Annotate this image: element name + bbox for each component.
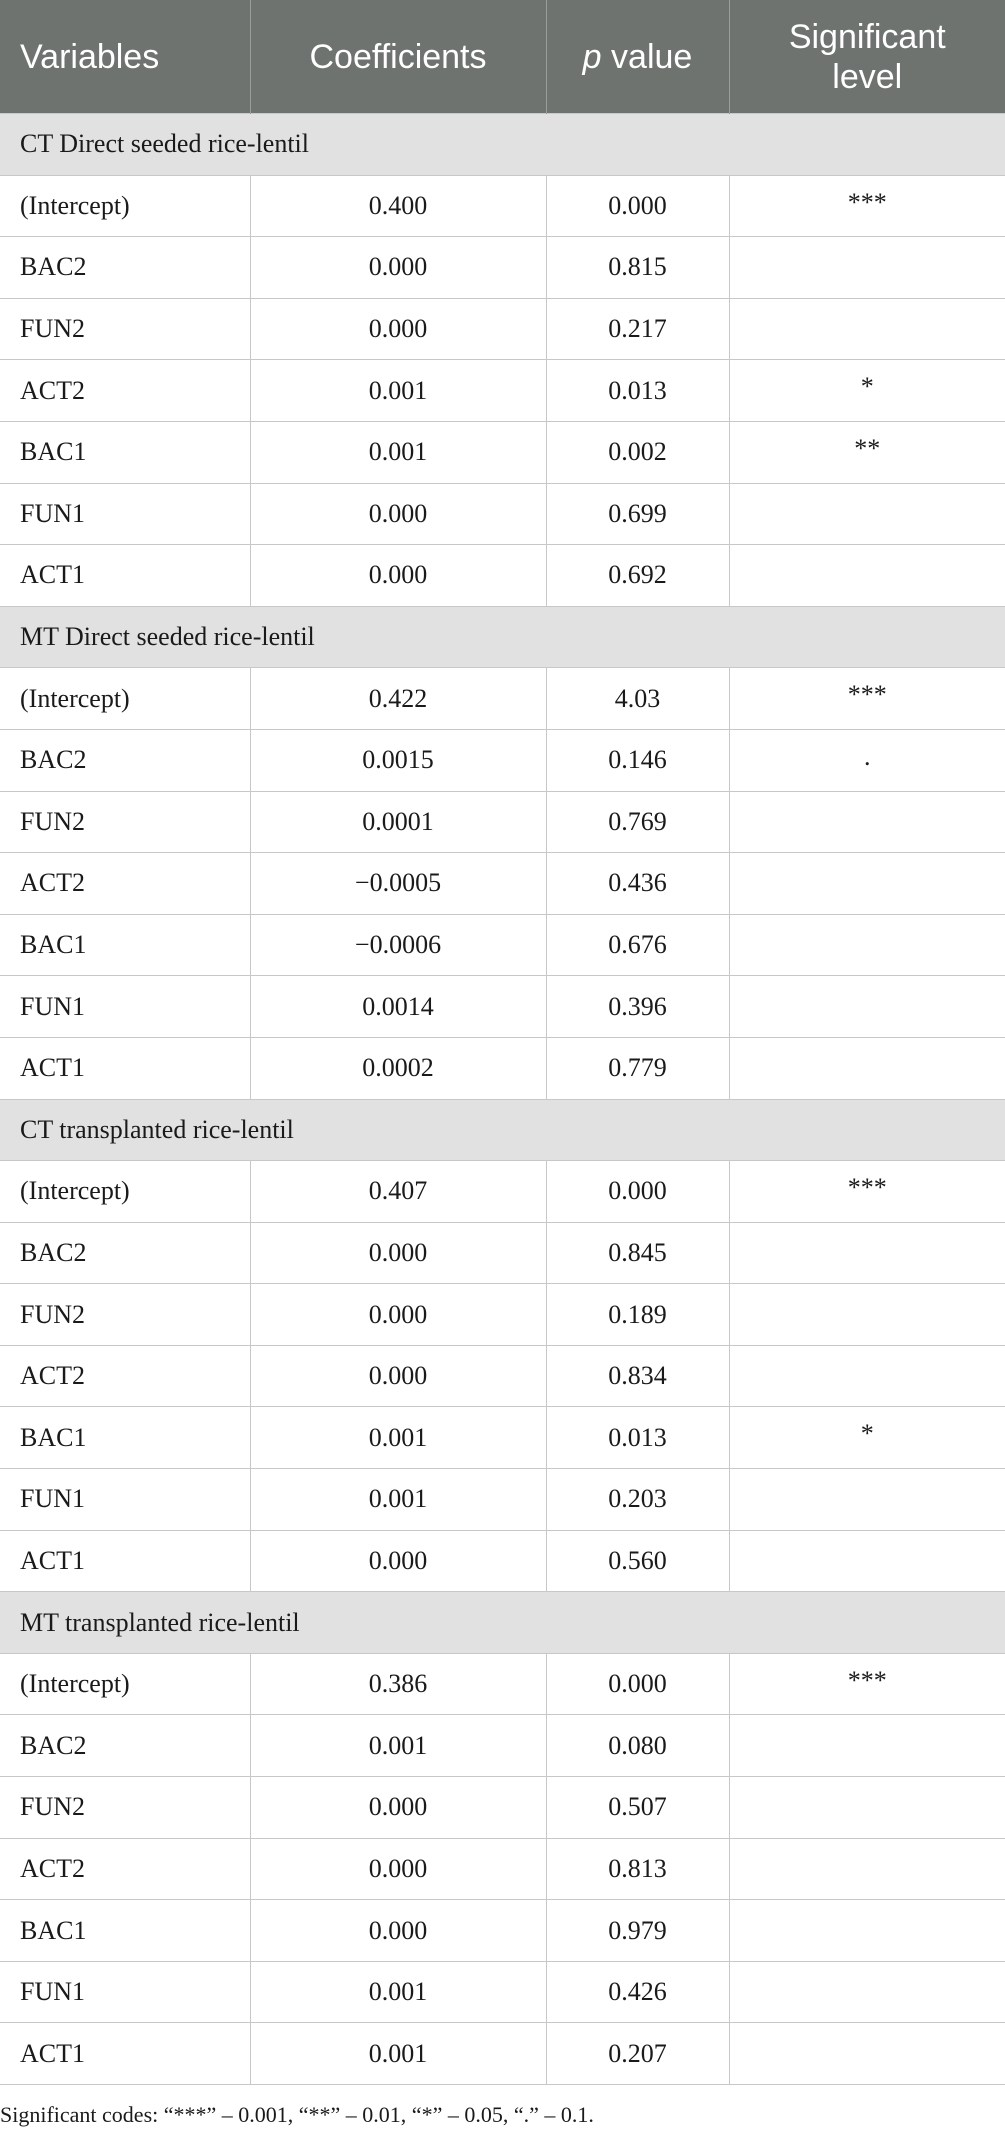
- table-row: [0, 1961, 1005, 2023]
- table-row: [0, 1653, 1005, 1715]
- coefficient-cell: 0.001: [250, 1961, 546, 2023]
- header-p-value: [546, 0, 729, 114]
- coefficient-cell: −0.0006: [250, 914, 546, 976]
- coefficient-cell: 0.000: [250, 1777, 546, 1839]
- p-value-cell: 0.692: [546, 545, 729, 607]
- variable-cell: BAC1: [0, 421, 250, 483]
- header-p-italic: p: [582, 37, 602, 76]
- significance-cell: [729, 1037, 1005, 1099]
- variable-cell: BAC2: [0, 1222, 250, 1284]
- coefficient-cell: 0.000: [250, 1900, 546, 1962]
- variable-cell: FUN2: [0, 1284, 250, 1346]
- coefficient-cell: 0.0002: [250, 1037, 546, 1099]
- p-value-cell: 0.207: [546, 2023, 729, 2085]
- significance-cell: ***: [729, 668, 1005, 730]
- significance-cell: [729, 545, 1005, 607]
- table-row: [0, 668, 1005, 730]
- p-value-cell: 0.815: [546, 237, 729, 299]
- table-row: [0, 976, 1005, 1038]
- header-coefficients: Coefficients: [250, 0, 546, 114]
- significance-cell: [729, 2023, 1005, 2085]
- coefficient-cell: 0.000: [250, 1284, 546, 1346]
- coefficient-cell: 0.0001: [250, 791, 546, 853]
- table-row: [0, 2023, 1005, 2085]
- variable-cell: ACT2: [0, 1838, 250, 1900]
- group-title: MT Direct seeded rice-lentil: [0, 606, 1005, 668]
- coefficient-cell: 0.001: [250, 1407, 546, 1469]
- p-value-cell: 0.203: [546, 1469, 729, 1531]
- significance-cell: [729, 237, 1005, 299]
- table-row: [0, 1530, 1005, 1592]
- p-value-cell: 4.03: [546, 668, 729, 730]
- p-value-cell: 0.000: [546, 1653, 729, 1715]
- variable-cell: (Intercept): [0, 1653, 250, 1715]
- footnote: Significant codes: “***” – 0.001, “**” – 0.01, “*” – 0.05, “.” – 0.1.: [0, 2102, 594, 2127]
- p-value-cell: 0.080: [546, 1715, 729, 1777]
- significance-cell: [729, 1961, 1005, 2023]
- variable-cell: FUN1: [0, 1961, 250, 2023]
- coefficient-cell: 0.000: [250, 237, 546, 299]
- table-row: [0, 421, 1005, 483]
- header-significant-level: [729, 0, 1005, 114]
- significance-cell: [729, 298, 1005, 360]
- header-significant-line2: level: [832, 57, 903, 96]
- variable-cell: (Intercept): [0, 1161, 250, 1223]
- p-value-cell: 0.813: [546, 1838, 729, 1900]
- significance-cell: ***: [729, 1161, 1005, 1223]
- significance-cell: [729, 1345, 1005, 1407]
- coefficient-cell: 0.000: [250, 483, 546, 545]
- significance-cell: *: [729, 360, 1005, 422]
- variable-cell: ACT2: [0, 853, 250, 915]
- table-row: [0, 853, 1005, 915]
- table-row: [0, 1161, 1005, 1223]
- coefficient-cell: 0.000: [250, 1530, 546, 1592]
- table-row: [0, 1469, 1005, 1531]
- variable-cell: FUN2: [0, 298, 250, 360]
- variable-cell: BAC2: [0, 237, 250, 299]
- group-row: [0, 114, 1005, 176]
- table-row: [0, 1284, 1005, 1346]
- p-value-cell: 0.979: [546, 1900, 729, 1962]
- variable-cell: FUN1: [0, 483, 250, 545]
- significance-cell: [729, 1900, 1005, 1962]
- coefficient-cell: −0.0005: [250, 853, 546, 915]
- header-significant-line1: Significant: [788, 17, 946, 56]
- variable-cell: BAC2: [0, 1715, 250, 1777]
- p-value-cell: 0.769: [546, 791, 729, 853]
- p-value-cell: 0.013: [546, 1407, 729, 1469]
- p-value-cell: 0.845: [546, 1222, 729, 1284]
- table-row: [0, 791, 1005, 853]
- variable-cell: FUN2: [0, 1777, 250, 1839]
- group-title: MT transplanted rice-lentil: [0, 1592, 1005, 1654]
- p-value-cell: 0.834: [546, 1345, 729, 1407]
- p-value-cell: 0.396: [546, 976, 729, 1038]
- table-row: [0, 1222, 1005, 1284]
- variable-cell: (Intercept): [0, 175, 250, 237]
- table-row: [0, 1037, 1005, 1099]
- significance-cell: [729, 914, 1005, 976]
- p-value-cell: 0.507: [546, 1777, 729, 1839]
- group-row: [0, 1592, 1005, 1654]
- significance-cell: ***: [729, 175, 1005, 237]
- coefficient-cell: 0.001: [250, 421, 546, 483]
- p-value-cell: 0.002: [546, 421, 729, 483]
- table-row: [0, 1715, 1005, 1777]
- variable-cell: ACT1: [0, 1037, 250, 1099]
- coefficient-cell: 0.001: [250, 1715, 546, 1777]
- coefficient-cell: 0.400: [250, 175, 546, 237]
- coefficient-cell: 0.000: [250, 1222, 546, 1284]
- header-row: [0, 0, 1005, 114]
- variable-cell: BAC1: [0, 1407, 250, 1469]
- table-row: [0, 237, 1005, 299]
- variable-cell: FUN1: [0, 1469, 250, 1531]
- table-row: [0, 914, 1005, 976]
- p-value-cell: 0.146: [546, 729, 729, 791]
- p-value-cell: 0.699: [546, 483, 729, 545]
- p-value-cell: 0.436: [546, 853, 729, 915]
- variable-cell: (Intercept): [0, 668, 250, 730]
- group-title: CT transplanted rice-lentil: [0, 1099, 1005, 1161]
- variable-cell: FUN1: [0, 976, 250, 1038]
- variable-cell: BAC2: [0, 729, 250, 791]
- significance-cell: .: [729, 729, 1005, 791]
- group-title: CT Direct seeded rice-lentil: [0, 114, 1005, 176]
- coefficient-cell: 0.407: [250, 1161, 546, 1223]
- table-row: [0, 729, 1005, 791]
- table-row: [0, 483, 1005, 545]
- coefficient-cell: 0.386: [250, 1653, 546, 1715]
- group-row: [0, 606, 1005, 668]
- variable-cell: ACT2: [0, 360, 250, 422]
- significance-cell: *: [729, 1407, 1005, 1469]
- group-row: [0, 1099, 1005, 1161]
- significance-cell: [729, 483, 1005, 545]
- coefficient-cell: 0.0015: [250, 729, 546, 791]
- p-value-cell: 0.779: [546, 1037, 729, 1099]
- coefficient-cell: 0.0014: [250, 976, 546, 1038]
- significance-cell: [729, 791, 1005, 853]
- variable-cell: BAC1: [0, 914, 250, 976]
- coefficient-cell: 0.422: [250, 668, 546, 730]
- table-row: [0, 545, 1005, 607]
- table-row: [0, 1407, 1005, 1469]
- p-value-cell: 0.189: [546, 1284, 729, 1346]
- significance-cell: [729, 853, 1005, 915]
- significance-cell: [729, 1222, 1005, 1284]
- coefficient-cell: 0.000: [250, 298, 546, 360]
- significance-cell: **: [729, 421, 1005, 483]
- p-value-cell: 0.560: [546, 1530, 729, 1592]
- significance-cell: ***: [729, 1653, 1005, 1715]
- significance-cell: [729, 1284, 1005, 1346]
- coefficient-cell: 0.001: [250, 360, 546, 422]
- significance-cell: [729, 1469, 1005, 1531]
- p-value-cell: 0.426: [546, 1961, 729, 2023]
- variable-cell: ACT1: [0, 545, 250, 607]
- p-value-cell: 0.676: [546, 914, 729, 976]
- variable-cell: FUN2: [0, 791, 250, 853]
- table-row: [0, 1777, 1005, 1839]
- significance-cell: [729, 976, 1005, 1038]
- header-p-rest: value: [601, 37, 693, 76]
- coefficient-cell: 0.000: [250, 1838, 546, 1900]
- coefficient-cell: 0.001: [250, 2023, 546, 2085]
- table-row: [0, 298, 1005, 360]
- p-value-cell: 0.013: [546, 360, 729, 422]
- header-variables: Variables: [0, 0, 250, 114]
- variable-cell: ACT2: [0, 1345, 250, 1407]
- table-row: [0, 175, 1005, 237]
- significance-cell: [729, 1777, 1005, 1839]
- variable-cell: BAC1: [0, 1900, 250, 1962]
- table-row: [0, 1838, 1005, 1900]
- table-body: [0, 114, 1005, 2085]
- table-row: [0, 360, 1005, 422]
- coefficient-cell: 0.000: [250, 1345, 546, 1407]
- p-value-cell: 0.000: [546, 175, 729, 237]
- significance-cell: [729, 1530, 1005, 1592]
- p-value-cell: 0.000: [546, 1161, 729, 1223]
- significance-cell: [729, 1715, 1005, 1777]
- coefficient-cell: 0.001: [250, 1469, 546, 1531]
- table-header: [0, 0, 1005, 114]
- table-row: [0, 1345, 1005, 1407]
- p-value-cell: 0.217: [546, 298, 729, 360]
- coefficient-cell: 0.000: [250, 545, 546, 607]
- significance-cell: [729, 1838, 1005, 1900]
- variable-cell: ACT1: [0, 1530, 250, 1592]
- variable-cell: ACT1: [0, 2023, 250, 2085]
- table-row: [0, 1900, 1005, 1962]
